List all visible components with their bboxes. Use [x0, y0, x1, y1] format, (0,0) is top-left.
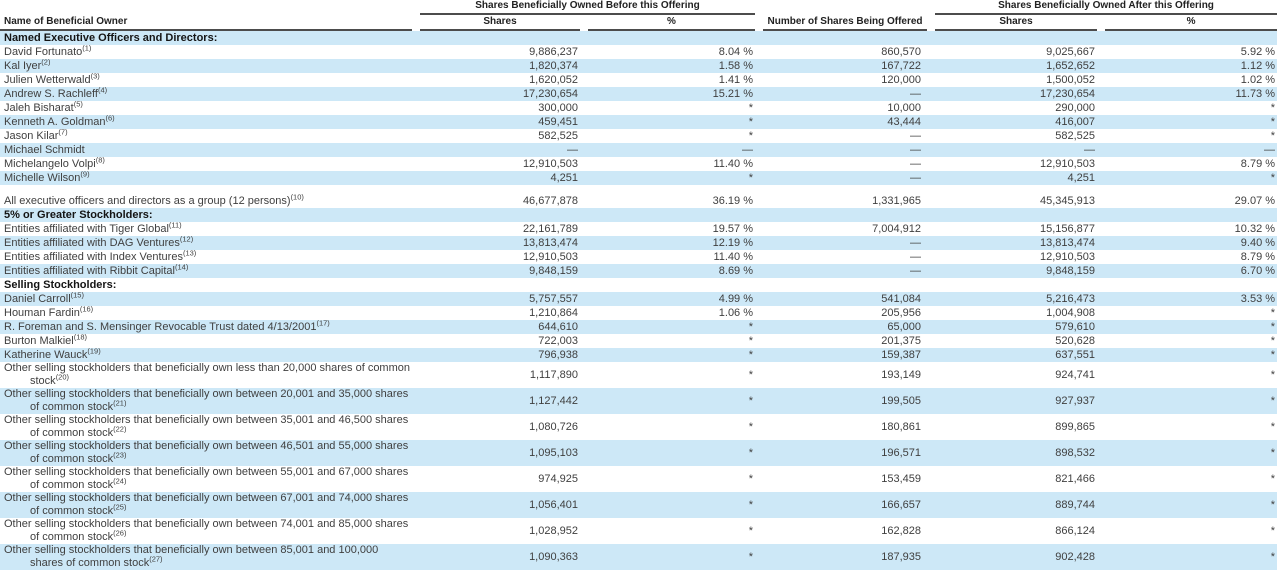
pct-after-cell: * — [1270, 472, 1276, 485]
shares-before-cell: 644,610 — [412, 320, 580, 334]
shares-before-cell: 459,451 — [412, 115, 580, 129]
shares-offered-cell: 1,331,965 — [872, 195, 922, 207]
shares-offered-cell: 201,375 — [881, 335, 922, 347]
shares-before-cell: 17,230,654 — [412, 87, 580, 101]
table-row — [0, 87, 1277, 101]
shares-offered-cell: 199,505 — [755, 388, 927, 414]
table-row — [0, 492, 1277, 518]
shares-before-cell: 1,090,363 — [412, 544, 580, 570]
pct-before-cell: — — [580, 143, 755, 157]
table-row — [0, 466, 1277, 492]
owner-name-cell — [0, 518, 412, 544]
section-title: Selling Stockholders: — [4, 279, 117, 291]
owner-name: Entities affiliated with Tiger Global$^{(11)}$ — [4, 220, 182, 235]
shares-after-cell: 4,251 — [927, 171, 1097, 185]
pct-after-cell: 1.02 % — [1240, 74, 1276, 86]
shares-after-cell: 15,156,877 — [1039, 223, 1096, 235]
owner-name-cell — [0, 388, 412, 414]
pct-after-cell: 10.32 % — [1234, 223, 1276, 235]
owner-name: Andrew S. Rachleff$^{(4)}$ — [4, 85, 108, 100]
shares-before-cell: 1,117,890 — [529, 368, 578, 381]
owner-name-cell — [0, 194, 412, 208]
shares-before-cell: 1,095,103 — [412, 440, 580, 466]
pct-before-cell: * — [580, 440, 755, 466]
shares-before-cell: 300,000 — [538, 102, 578, 114]
shares-offered-cell: — — [755, 236, 927, 250]
footnote-marker: (25) — [113, 502, 127, 512]
column-header-pct-after: % — [1105, 16, 1277, 31]
shares-after-cell: 12,910,503 — [1039, 251, 1096, 263]
pct-after-cell: 1.12 % — [1097, 59, 1277, 73]
table-row — [0, 362, 1277, 388]
owner-name: Daniel Carroll$^{(15)}$ — [4, 290, 84, 305]
table-row — [0, 101, 1277, 115]
shares-offered-cell: 166,657 — [755, 492, 927, 518]
shares-after-cell: 416,007 — [927, 115, 1097, 129]
table-row — [0, 45, 1277, 59]
shares-before-cell: 974,925 — [538, 472, 578, 485]
shares-before-cell: 12,910,503 — [522, 251, 578, 263]
footnote-marker: (19) — [87, 346, 101, 356]
column-header-shares-before: Shares — [420, 16, 580, 31]
pct-after-cell: * — [1097, 115, 1277, 129]
pct-after-cell: * — [1097, 320, 1277, 334]
owner-name-cell — [0, 292, 412, 306]
owner-name: Entities affiliated with Ribbit Capital$^{(14)}$ — [4, 262, 189, 277]
pct-after-cell: * — [1097, 544, 1277, 570]
table-row — [0, 306, 1277, 320]
owner-name-cell — [0, 143, 412, 157]
footnote-marker: (26) — [113, 528, 127, 538]
table-row — [0, 73, 1277, 87]
owner-name: Jason Kilar$^{(7)}$ — [4, 127, 68, 142]
shares-after-cell: 13,813,474 — [927, 236, 1097, 250]
pct-after-cell: 8.79 % — [1240, 158, 1276, 170]
shares-after-cell: 5,216,473 — [927, 292, 1097, 306]
shares-after-cell: 889,744 — [927, 492, 1097, 518]
pct-before-cell: 1.41 % — [718, 74, 754, 86]
shares-offered-cell: 180,861 — [881, 420, 922, 433]
pct-before-cell: * — [580, 492, 755, 518]
owner-name: Other selling stockholders that beneficially own between 35,001 and 46,500 shares of common stock$^{(22)}$ — [4, 414, 409, 439]
owner-name-cell — [0, 45, 412, 59]
pct-before-cell: 4.99 % — [580, 292, 755, 306]
footnote-marker: (23) — [113, 450, 127, 460]
column-header-shares-after: Shares — [935, 16, 1097, 31]
owner-name: Jaleh Bisharat$^{(5)}$ — [4, 99, 83, 114]
footnote-marker: (6) — [105, 113, 115, 123]
shares-offered-cell: 120,000 — [881, 74, 922, 86]
shares-before-cell: 722,003 — [538, 335, 578, 347]
owner-name-cell — [0, 157, 412, 171]
shares-after-cell: 45,345,913 — [1039, 195, 1096, 207]
pct-after-cell: * — [1270, 307, 1276, 319]
shares-before-cell: 13,813,474 — [412, 236, 580, 250]
group-header-spacer — [755, 0, 927, 15]
footnote-marker: (7) — [58, 127, 68, 137]
footnote-marker: (11) — [168, 220, 182, 230]
pct-before-cell: 19.57 % — [712, 223, 754, 235]
pct-before-cell: 8.04 % — [718, 46, 754, 58]
owner-name: Julien Wetterwald$^{(3)}$ — [4, 71, 100, 86]
owner-name: Other selling stockholders that beneficially own between 46,501 and 55,000 shares of common stock$^{(23)}$ — [4, 440, 409, 465]
pct-before-cell: 15.21 % — [580, 87, 755, 101]
footnote-marker: (1) — [82, 43, 92, 53]
owner-name: David Fortunato$^{(1)}$ — [4, 43, 92, 58]
owner-name-cell — [0, 362, 412, 388]
footnote-marker: (4) — [97, 85, 108, 95]
shares-after-cell: 9,025,667 — [1046, 46, 1096, 58]
pct-after-cell: * — [1270, 420, 1276, 433]
group-header-after-offering: Shares Beneficially Owned After this Offering — [935, 0, 1277, 15]
footnote-marker: (24) — [113, 476, 127, 486]
shares-after-cell: 17,230,654 — [927, 87, 1097, 101]
shares-after-cell: 898,532 — [927, 440, 1097, 466]
footnote-marker: (12) — [179, 234, 194, 244]
owner-name-cell — [0, 414, 412, 440]
table-row — [0, 292, 1277, 306]
shares-after-cell: 902,428 — [927, 544, 1097, 570]
shares-offered-cell: 205,956 — [881, 307, 922, 319]
shares-before-cell: 1,127,442 — [412, 388, 580, 414]
table-row — [0, 388, 1277, 414]
shares-offered-cell: 162,828 — [881, 524, 922, 537]
shares-before-cell: 796,938 — [412, 348, 580, 362]
pct-before-cell: * — [580, 320, 755, 334]
pct-before-cell: 1.06 % — [718, 307, 754, 319]
shares-after-cell: 1,652,652 — [927, 59, 1097, 73]
shares-after-cell: — — [927, 143, 1097, 157]
section-header-row — [0, 278, 1277, 292]
shares-before-cell: 12,910,503 — [522, 158, 578, 170]
owner-name-cell — [0, 101, 412, 115]
owner-name-cell — [0, 222, 412, 236]
shares-before-cell: 1,820,374 — [412, 59, 580, 73]
shares-offered-cell: 187,935 — [755, 544, 927, 570]
owner-name: Michelangelo Volpi$^{(8)}$ — [4, 155, 105, 170]
owner-name: Michael Schmidt — [4, 144, 85, 156]
pct-before-cell: * — [580, 348, 755, 362]
owner-name-cell — [0, 544, 412, 570]
pct-after-cell: * — [1097, 440, 1277, 466]
spacer-row — [0, 185, 1277, 194]
owner-name: Other selling stockholders that beneficially own less than 20,000 shares of common stock$^{(20)}$ — [4, 362, 410, 387]
footnote-marker: (14) — [175, 262, 189, 272]
owner-name-cell — [0, 250, 412, 264]
footnote-marker: (2) — [41, 57, 51, 67]
pct-before-cell: * — [748, 102, 754, 114]
owner-name-cell — [0, 320, 412, 334]
shares-before-cell: 1,080,726 — [529, 420, 578, 433]
footnote-marker: (22) — [113, 424, 127, 434]
shares-before-cell: 1,620,052 — [529, 74, 578, 86]
shares-after-cell: 579,610 — [927, 320, 1097, 334]
shares-before-cell: 1,056,401 — [412, 492, 580, 518]
table-row — [0, 334, 1277, 348]
shares-offered-cell: 860,570 — [881, 46, 922, 58]
shares-after-cell: 582,525 — [1055, 130, 1096, 142]
footnote-marker: (9) — [80, 169, 90, 179]
pct-after-cell: 3.53 % — [1097, 292, 1277, 306]
owner-name: Michelle Wilson$^{(9)}$ — [4, 169, 90, 184]
table-row — [0, 59, 1277, 73]
section-title: 5% or Greater Stockholders: — [0, 208, 1277, 222]
pct-after-cell: * — [1097, 492, 1277, 518]
table-row — [0, 194, 1277, 208]
owner-name-cell — [0, 466, 412, 492]
pct-before-cell: 36.19 % — [712, 195, 754, 207]
footnote-marker: (3) — [90, 71, 100, 81]
group-header-row — [0, 0, 1277, 15]
pct-after-cell: * — [1270, 102, 1276, 114]
pct-before-cell: 1.58 % — [580, 59, 755, 73]
shares-before-cell: 1,210,864 — [529, 307, 578, 319]
pct-after-cell: * — [1270, 130, 1276, 142]
footnote-marker: (21) — [113, 398, 127, 408]
shares-before-cell: — — [412, 143, 580, 157]
owner-name: Other selling stockholders that beneficially own between 55,001 and 67,000 shares of common stock$^{(24)}$ — [4, 466, 409, 491]
owner-name: Other selling stockholders that beneficially own between 67,001 and 74,000 shares of common stock$^{(25)}$ — [4, 492, 409, 517]
table-row — [0, 129, 1277, 143]
pct-before-cell: * — [580, 388, 755, 414]
table-row — [0, 250, 1277, 264]
shares-after-cell: 520,628 — [1055, 335, 1096, 347]
footnote-marker: (27) — [149, 554, 163, 564]
group-header-spacer — [0, 0, 412, 15]
owner-name-cell — [0, 87, 412, 101]
table-row — [0, 544, 1277, 570]
owner-name: Katherine Wauck$^{(19)}$ — [4, 346, 101, 361]
owner-name-cell — [0, 348, 412, 362]
shares-offered-cell: 10,000 — [887, 102, 922, 114]
table-row — [0, 115, 1277, 129]
pct-before-cell: * — [748, 472, 754, 485]
shares-offered-cell: 7,004,912 — [872, 223, 922, 235]
shares-before-cell: 22,161,789 — [522, 223, 578, 235]
owner-name-cell — [0, 59, 412, 73]
shares-after-cell: 924,741 — [1055, 368, 1096, 381]
pct-after-cell: * — [1097, 348, 1277, 362]
owner-name-cell — [0, 73, 412, 87]
pct-after-cell: 29.07 % — [1234, 195, 1276, 207]
table-row — [0, 440, 1277, 466]
pct-before-cell: * — [580, 544, 755, 570]
footnote-marker: (18) — [73, 332, 88, 342]
section-header-row — [0, 31, 1277, 45]
footnote-marker: (15) — [70, 290, 84, 300]
shares-offered-cell: 159,387 — [755, 348, 927, 362]
shares-offered-cell: — — [910, 158, 922, 170]
shares-before-cell: 1,028,952 — [529, 524, 578, 537]
shares-offered-cell: 153,459 — [881, 472, 922, 485]
pct-after-cell: 6.70 % — [1097, 264, 1277, 278]
pct-before-cell: 8.69 % — [580, 264, 755, 278]
pct-after-cell: * — [1097, 388, 1277, 414]
pct-after-cell: * — [1270, 524, 1276, 537]
footnote-marker: (10) — [290, 192, 304, 202]
owner-name-cell — [0, 306, 412, 320]
footnote-marker: (17) — [316, 318, 330, 328]
owner-name: Burton Malkiel$^{(18)}$ — [4, 332, 88, 347]
owner-name: All executive officers and directors as a group (12 persons)$^{(10)}$ — [4, 192, 304, 207]
table-row — [0, 143, 1277, 157]
shares-offered-cell: — — [910, 130, 922, 142]
owner-name: Other selling stockholders that beneficially own between 85,001 and 100,000 shares of common stock$^{(27)}$ — [4, 544, 379, 569]
table-row — [0, 171, 1277, 185]
shares-after-cell: 866,124 — [1055, 524, 1096, 537]
table-header — [0, 0, 1277, 31]
pct-before-cell: 11.40 % — [713, 251, 754, 263]
owner-name: Kal Iyer$^{(2)}$ — [4, 57, 51, 72]
owner-name: R. Foreman and S. Mensinger Revocable Trust dated 4/13/2001$^{(17)}$ — [4, 318, 330, 333]
column-header-name: Name of Beneficial Owner — [0, 16, 412, 31]
shares-after-cell: 12,910,503 — [1039, 158, 1096, 170]
shares-after-cell: 637,551 — [927, 348, 1097, 362]
section-header-row — [0, 208, 1277, 222]
table-row — [0, 264, 1277, 278]
shares-offered-cell: — — [910, 251, 922, 263]
table-row — [0, 157, 1277, 171]
owner-name-cell — [0, 264, 412, 278]
owner-name: Houman Fardin$^{(16)}$ — [4, 304, 94, 319]
shares-after-cell: 899,865 — [1055, 420, 1096, 433]
pct-before-cell: * — [748, 524, 754, 537]
shares-offered-cell: 43,444 — [755, 115, 927, 129]
shares-before-cell: 9,886,237 — [529, 46, 578, 58]
owner-name: Other selling stockholders that beneficially own between 74,001 and 85,000 shares of common stock$^{(26)}$ — [4, 518, 409, 543]
shares-offered-cell: 541,084 — [755, 292, 927, 306]
pct-after-cell: 9.40 % — [1097, 236, 1277, 250]
pct-before-cell: * — [580, 115, 755, 129]
shares-after-cell: 290,000 — [1055, 102, 1096, 114]
shares-after-cell: 821,466 — [1055, 472, 1096, 485]
owner-name-cell — [0, 129, 412, 143]
column-header-pct-before: % — [588, 16, 755, 31]
pct-before-cell: * — [748, 368, 754, 381]
shares-before-cell: 9,848,159 — [412, 264, 580, 278]
pct-after-cell: 8.79 % — [1240, 251, 1276, 263]
shares-after-cell: 1,500,052 — [1046, 74, 1096, 86]
shares-after-cell: 9,848,159 — [927, 264, 1097, 278]
shares-after-cell: 1,004,908 — [1046, 307, 1096, 319]
pct-before-cell: * — [748, 420, 754, 433]
pct-after-cell: 5.92 % — [1240, 46, 1276, 58]
pct-after-cell: — — [1097, 143, 1277, 157]
footnote-marker: (8) — [95, 155, 105, 165]
shares-before-cell: 5,757,557 — [412, 292, 580, 306]
shares-offered-cell: — — [755, 264, 927, 278]
shares-before-cell: 46,677,878 — [522, 195, 578, 207]
shares-offered-cell: 167,722 — [755, 59, 927, 73]
shares-offered-cell: — — [755, 87, 927, 101]
table-body — [0, 31, 1277, 570]
pct-before-cell: * — [580, 171, 755, 185]
pct-after-cell: * — [1270, 368, 1276, 381]
owner-name: Entities affiliated with Index Ventures$^{(13)}$ — [4, 248, 197, 263]
owner-name-cell — [0, 440, 412, 466]
owner-name: Other selling stockholders that beneficially own between 20,001 and 35,000 shares of common stock$^{(21)}$ — [4, 388, 409, 413]
shares-before-cell: 4,251 — [412, 171, 580, 185]
shares-offered-cell: 196,571 — [755, 440, 927, 466]
column-header-row — [0, 15, 1277, 31]
group-header-before-offering: Shares Beneficially Owned Before this Offering — [420, 0, 755, 15]
shares-before-cell: 582,525 — [538, 130, 578, 142]
shares-after-cell: 927,937 — [927, 388, 1097, 414]
table-row — [0, 348, 1277, 362]
table-row — [0, 518, 1277, 544]
column-header-offered: Number of Shares Being Offered — [763, 16, 927, 31]
footnote-marker: (20) — [55, 372, 70, 382]
shares-offered-cell: 193,149 — [881, 368, 922, 381]
section-title: Named Executive Officers and Directors: — [0, 31, 1277, 45]
pct-before-cell: 11.40 % — [713, 158, 754, 170]
pct-before-cell: * — [748, 335, 754, 347]
owner-name-cell — [0, 334, 412, 348]
owner-name-cell — [0, 236, 412, 250]
pct-after-cell: 11.73 % — [1097, 87, 1277, 101]
shares-offered-cell: — — [755, 171, 927, 185]
pct-before-cell: * — [748, 130, 754, 142]
table-row — [0, 414, 1277, 440]
footnote-marker: (16) — [79, 304, 94, 314]
owner-name-cell — [0, 171, 412, 185]
pct-after-cell: * — [1097, 171, 1277, 185]
footnote-marker: (13) — [182, 248, 197, 258]
pct-before-cell: 12.19 % — [580, 236, 755, 250]
owner-name: Entities affiliated with DAG Ventures$^{(12)}$ — [4, 234, 194, 249]
footnote-marker: (5) — [73, 99, 83, 109]
table-row — [0, 320, 1277, 334]
pct-after-cell: * — [1270, 335, 1276, 347]
owner-name: Kenneth A. Goldman$^{(6)}$ — [4, 113, 115, 128]
owner-name-cell — [0, 492, 412, 518]
shares-offered-cell: — — [755, 143, 927, 157]
shares-offered-cell: 65,000 — [755, 320, 927, 334]
